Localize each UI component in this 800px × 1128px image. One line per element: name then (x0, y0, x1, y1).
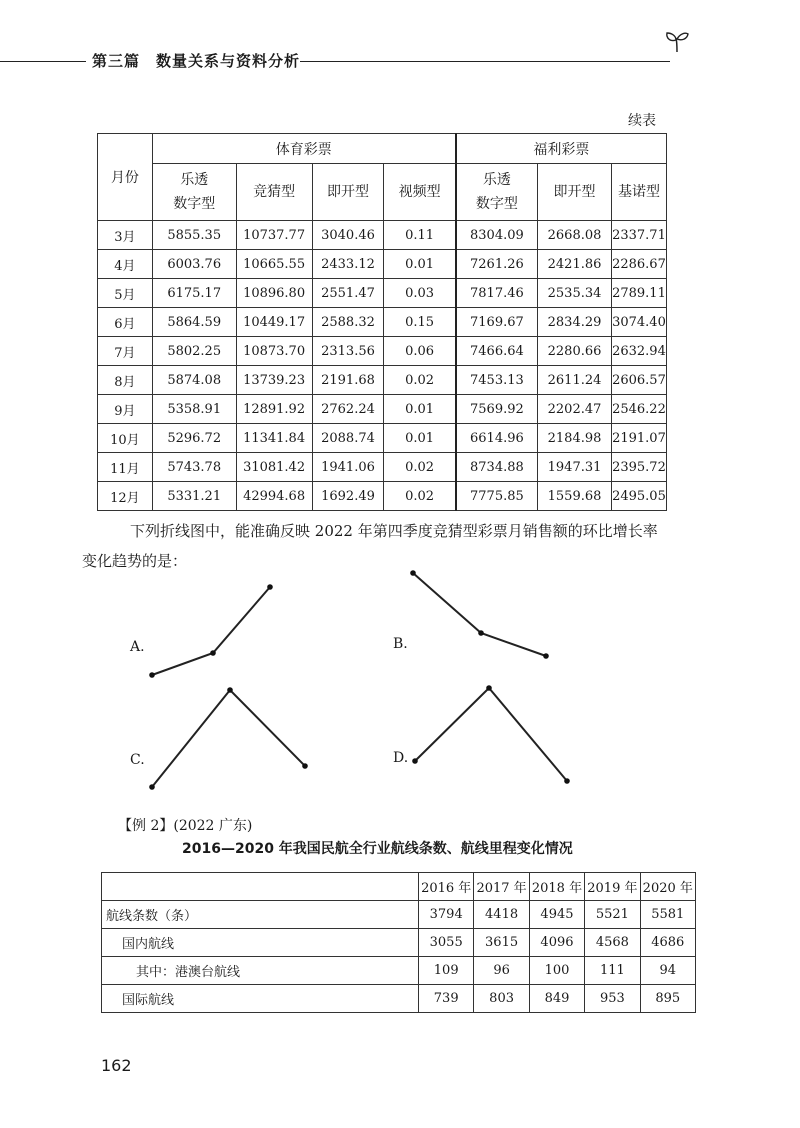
value-cell: 4686 (640, 929, 695, 957)
value-cell: 5581 (640, 901, 695, 929)
option-b-point-1 (410, 570, 416, 576)
value-cell: 111 (585, 957, 640, 985)
value-cell: 5358.91 (152, 395, 236, 424)
value-cell: 5855.35 (152, 221, 236, 250)
option-b-point-3 (543, 653, 549, 659)
value-cell: 0.01 (384, 424, 456, 453)
value-cell: 7453.13 (456, 366, 538, 395)
month-cell: 10月 (98, 424, 153, 453)
month-cell: 12月 (98, 482, 153, 511)
value-cell: 6614.96 (456, 424, 538, 453)
value-cell: 0.01 (384, 395, 456, 424)
value-cell: 2286.67 (611, 250, 666, 279)
value-cell: 1941.06 (312, 453, 384, 482)
value-cell: 1559.68 (538, 482, 612, 511)
value-cell: 2762.24 (312, 395, 384, 424)
value-cell: 0.03 (384, 279, 456, 308)
value-cell: 2191.07 (611, 424, 666, 453)
sports-lottery-header: 体育彩票 (152, 134, 455, 164)
value-cell: 2184.98 (538, 424, 612, 453)
table-row (98, 424, 667, 453)
option-b-point-2 (478, 630, 484, 636)
value-cell: 6003.76 (152, 250, 236, 279)
value-cell: 3040.46 (312, 221, 384, 250)
sub-header-5: 乐透 数字型 (456, 164, 538, 221)
option-b-line (413, 573, 546, 656)
value-cell: 803 (474, 985, 529, 1013)
option-a-point-1 (149, 672, 155, 678)
value-cell: 2834.29 (538, 308, 612, 337)
value-cell: 849 (529, 985, 584, 1013)
month-cell: 4月 (98, 250, 153, 279)
value-cell: 0.06 (384, 337, 456, 366)
sub-header-3: 即开型 (312, 164, 384, 221)
month-cell: 9月 (98, 395, 153, 424)
table2-body (102, 901, 696, 1013)
year-header: 2017 年 (474, 873, 529, 901)
option-c-label: C. (130, 752, 145, 768)
value-cell: 0.11 (384, 221, 456, 250)
sub-header-2: 竞猜型 (236, 164, 312, 221)
value-cell: 7775.85 (456, 482, 538, 511)
option-d-point-3 (564, 778, 570, 784)
sub-header-1: 乐透 数字型 (152, 164, 236, 221)
value-cell: 0.02 (384, 482, 456, 511)
value-cell: 2202.47 (538, 395, 612, 424)
value-cell: 2606.57 (611, 366, 666, 395)
table-row (102, 901, 696, 929)
row-label: 国内航线 (102, 929, 419, 957)
value-cell: 739 (419, 985, 474, 1013)
value-cell: 13739.23 (236, 366, 312, 395)
value-cell: 7169.67 (456, 308, 538, 337)
sub-header-row (98, 164, 667, 221)
value-cell: 2313.56 (312, 337, 384, 366)
year-header: 2020 年 (640, 873, 695, 901)
year-header: 2019 年 (585, 873, 640, 901)
value-cell: 109 (419, 957, 474, 985)
welfare-lottery-header: 福利彩票 (456, 134, 667, 164)
aviation-routes-table (101, 872, 696, 1013)
table-row (98, 337, 667, 366)
sub-header-6: 即开型 (538, 164, 612, 221)
value-cell: 2535.34 (538, 279, 612, 308)
value-cell: 6175.17 (152, 279, 236, 308)
value-cell: 4945 (529, 901, 584, 929)
value-cell: 3074.40 (611, 308, 666, 337)
value-cell: 7817.46 (456, 279, 538, 308)
value-cell: 4418 (474, 901, 529, 929)
year-header: 2018 年 (529, 873, 584, 901)
month-cell: 8月 (98, 366, 153, 395)
value-cell: 7466.64 (456, 337, 538, 366)
option-d-line (415, 688, 567, 781)
value-cell: 2280.66 (538, 337, 612, 366)
table-row (98, 308, 667, 337)
value-cell: 10665.55 (236, 250, 312, 279)
value-cell: 100 (529, 957, 584, 985)
value-cell: 5743.78 (152, 453, 236, 482)
value-cell: 11341.84 (236, 424, 312, 453)
option-a-chart (140, 580, 290, 690)
month-cell: 3月 (98, 221, 153, 250)
option-a-line (152, 587, 270, 675)
value-cell: 5864.59 (152, 308, 236, 337)
option-c-point-2 (227, 687, 233, 693)
example-label: 【例 2】(2022 广东) (118, 818, 253, 834)
month-cell: 11月 (98, 453, 153, 482)
table-row (98, 366, 667, 395)
table-row (98, 395, 667, 424)
option-b-label: B. (393, 636, 408, 652)
value-cell: 31081.42 (236, 453, 312, 482)
header-rule-left (0, 61, 86, 62)
value-cell: 96 (474, 957, 529, 985)
blank-header-cell (102, 873, 419, 901)
table-row (98, 279, 667, 308)
row-label: 航线条数（条） (102, 901, 419, 929)
value-cell: 3794 (419, 901, 474, 929)
option-c-point-3 (302, 763, 308, 769)
value-cell: 94 (640, 957, 695, 985)
value-cell: 0.01 (384, 250, 456, 279)
value-cell: 10896.80 (236, 279, 312, 308)
row-label: 其中：港澳台航线 (102, 957, 419, 985)
lottery-sales-table (97, 133, 667, 511)
value-cell: 10737.77 (236, 221, 312, 250)
option-d-point-1 (412, 758, 418, 764)
value-cell: 7569.92 (456, 395, 538, 424)
month-header: 月份 (98, 134, 153, 221)
table-row (102, 929, 696, 957)
month-cell: 6月 (98, 308, 153, 337)
value-cell: 953 (585, 985, 640, 1013)
value-cell: 3055 (419, 929, 474, 957)
table-row (98, 453, 667, 482)
question-line-2: 变化趋势的是： (82, 552, 188, 570)
month-cell: 5月 (98, 279, 153, 308)
option-a-point-3 (267, 584, 273, 590)
chapter-title: 第三篇 数量关系与资料分析 (92, 52, 301, 70)
value-cell: 10873.70 (236, 337, 312, 366)
page-number: 162 (101, 1056, 132, 1075)
option-a-label: A. (130, 639, 145, 655)
value-cell: 895 (640, 985, 695, 1013)
value-cell: 2421.86 (538, 250, 612, 279)
sub-header-7: 基诺型 (611, 164, 666, 221)
option-c-chart (140, 680, 320, 795)
year-header: 2016 年 (419, 873, 474, 901)
table-row (102, 957, 696, 985)
value-cell: 8734.88 (456, 453, 538, 482)
table2-header-row (102, 873, 696, 901)
option-c-line (152, 690, 305, 787)
value-cell: 1692.49 (312, 482, 384, 511)
value-cell: 2395.72 (611, 453, 666, 482)
value-cell: 2433.12 (312, 250, 384, 279)
value-cell: 2088.74 (312, 424, 384, 453)
table-row (102, 985, 696, 1013)
sprout-icon (664, 30, 690, 54)
value-cell: 2546.22 (611, 395, 666, 424)
value-cell: 2551.47 (312, 279, 384, 308)
value-cell: 5521 (585, 901, 640, 929)
sub-header-4: 视频型 (384, 164, 456, 221)
value-cell: 5296.72 (152, 424, 236, 453)
value-cell: 2337.71 (611, 221, 666, 250)
option-b-chart (400, 565, 560, 665)
value-cell: 0.02 (384, 453, 456, 482)
value-cell: 8304.09 (456, 221, 538, 250)
value-cell: 5331.21 (152, 482, 236, 511)
option-a-point-2 (210, 650, 216, 656)
option-d-point-2 (486, 685, 492, 691)
table-row (98, 482, 667, 511)
value-cell: 7261.26 (456, 250, 538, 279)
table1-body (98, 221, 667, 511)
value-cell: 12891.92 (236, 395, 312, 424)
month-cell: 7月 (98, 337, 153, 366)
row-label: 国际航线 (102, 985, 419, 1013)
value-cell: 4568 (585, 929, 640, 957)
value-cell: 2789.11 (611, 279, 666, 308)
value-cell: 5802.25 (152, 337, 236, 366)
value-cell: 4096 (529, 929, 584, 957)
value-cell: 2495.05 (611, 482, 666, 511)
value-cell: 0.02 (384, 366, 456, 395)
value-cell: 42994.68 (236, 482, 312, 511)
value-cell: 3615 (474, 929, 529, 957)
option-d-label: D. (393, 750, 409, 766)
value-cell: 5874.08 (152, 366, 236, 395)
option-c-point-1 (149, 784, 155, 790)
table-row (98, 221, 667, 250)
value-cell: 2632.94 (611, 337, 666, 366)
value-cell: 2668.08 (538, 221, 612, 250)
table-row (98, 250, 667, 279)
table2-title: 2016—2020 年我国民航全行业航线条数、航线里程变化情况 (182, 841, 573, 857)
value-cell: 1947.31 (538, 453, 612, 482)
value-cell: 0.15 (384, 308, 456, 337)
table-continued-label: 续表 (628, 113, 656, 129)
header-rule-right (300, 61, 670, 62)
value-cell: 2588.32 (312, 308, 384, 337)
option-d-chart (405, 678, 580, 793)
value-cell: 10449.17 (236, 308, 312, 337)
value-cell: 2191.68 (312, 366, 384, 395)
value-cell: 2611.24 (538, 366, 612, 395)
question-line-1: 下列折线图中，能准确反映 2022 年第四季度竞猜型彩票月销售额的环比增长率 (130, 522, 658, 540)
